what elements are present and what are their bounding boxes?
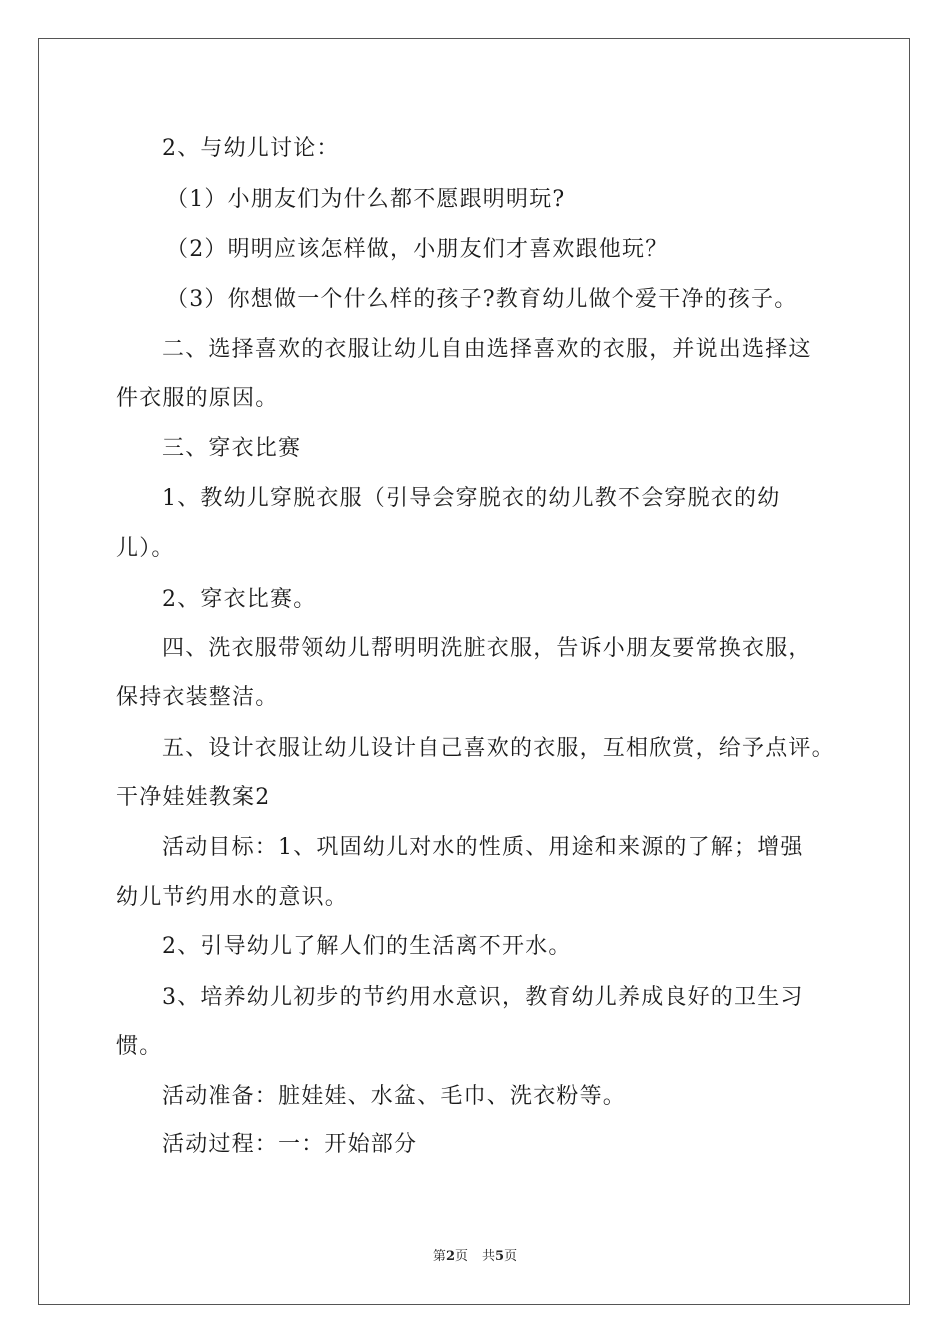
text-line: 2、引导幼儿了解人们的生活离不开水。 [162,934,572,959]
text-line: 2、穿衣比赛。 [162,587,317,612]
text-line: 三、穿衣比赛 [162,436,302,461]
text-line: 活动过程：一：开始部分 [162,1132,418,1157]
text-line: 3、培养幼儿初步的节约用水意识，教育幼儿养成良好的卫生习 [162,985,804,1010]
text-line: 1、教幼儿穿脱衣服（引导会穿脱衣的幼儿教不会穿脱衣的幼 [162,486,781,511]
text-line: 儿）。 [116,536,175,561]
footer-page-suffix: 页 [454,1249,468,1264]
text-line: （2）明明应该怎样做，小朋友们才喜欢跟他玩？ [166,237,669,262]
text-line: 二、选择喜欢的衣服让幼儿自由选择喜欢的衣服，并说出选择这 [162,337,812,362]
section-heading: 干净娃娃教案2 [116,785,271,810]
footer-page-prefix: 第 [432,1249,446,1264]
page-footer [0,1248,950,1266]
text-line: 五、设计衣服让幼儿设计自己喜欢的衣服，互相欣赏，给予点评。 [162,736,835,761]
text-line: 活动目标：1、巩固幼儿对水的性质、用途和来源的了解；增强 [162,835,804,860]
footer-total-pages: 5 [495,1249,505,1264]
footer-total-prefix: 共 [482,1249,496,1264]
text-line: 惯。 [116,1034,163,1059]
text-line: 活动准备：脏娃娃、水盆、毛巾、洗衣粉等。 [162,1084,627,1109]
page-border [38,38,910,1305]
text-line: 2、与幼儿讨论： [162,136,340,161]
text-line: 四、洗衣服带领幼儿帮明明洗脏衣服，告诉小朋友要常换衣服， [162,636,812,661]
text-line: （1）小朋友们为什么都不愿跟明明玩? [166,187,566,212]
footer-page-number: 2 [445,1249,455,1264]
text-line: 保持衣装整洁。 [116,685,279,710]
footer-total-suffix: 页 [504,1249,518,1264]
text-line: 幼儿节约用水的意识。 [116,885,349,910]
text-line: （3）你想做一个什么样的孩子?教育幼儿做个爱干净的孩子。 [166,287,798,312]
text-line: 件衣服的原因。 [116,386,279,411]
